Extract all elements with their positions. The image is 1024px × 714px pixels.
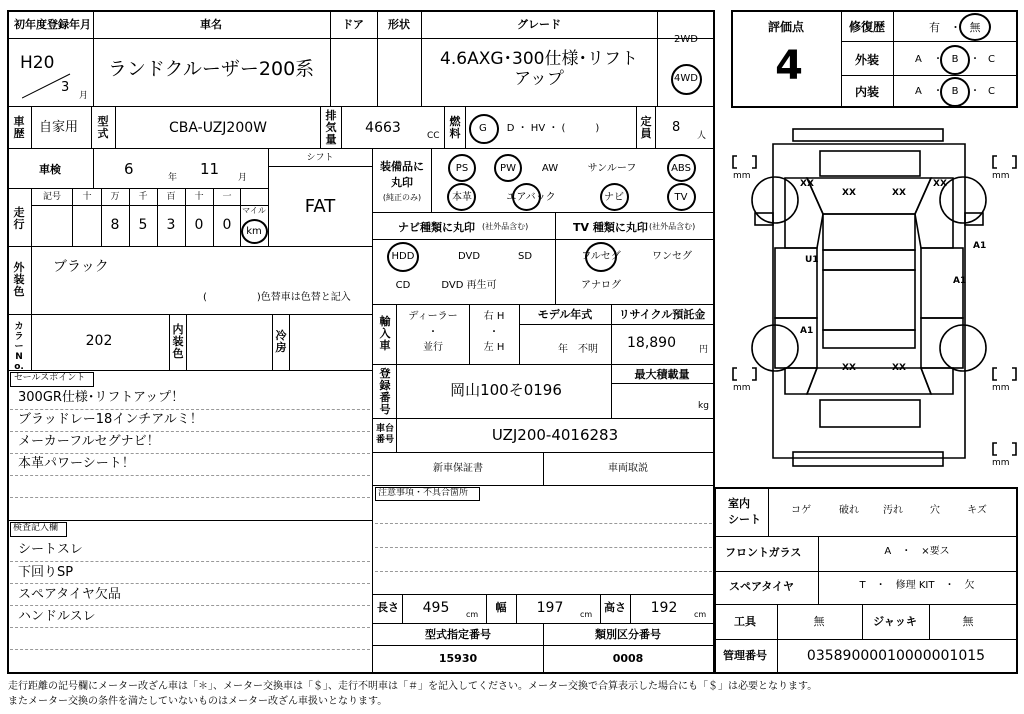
reg-year-value: H20	[20, 53, 55, 73]
inspector-line-1: シートスレ	[18, 542, 83, 557]
diagram-mark-3: XX	[892, 188, 906, 198]
diagram-mark-9: XX	[842, 363, 856, 373]
interior-a: A	[915, 86, 922, 97]
warranty-label: 新車保証書	[433, 463, 483, 474]
mileage-unit-4: 十	[194, 192, 204, 202]
mileage-digit-4: 0	[194, 217, 204, 233]
car-diagram	[725, 118, 1018, 478]
capacity-value: 8	[672, 120, 681, 135]
inspector-line-3: スペアタイヤ欠品	[18, 587, 121, 602]
equipment-label-1: 装備品に	[380, 160, 424, 173]
navi-cd: CD	[395, 280, 411, 291]
spare-tire-label: スペアタイヤ	[729, 580, 795, 593]
reg-month-value: 3	[61, 80, 70, 95]
score-value: 4	[775, 43, 803, 89]
interior-c: C	[988, 86, 995, 97]
width-unit: cm	[580, 610, 593, 619]
sales-label: セールスポイント	[14, 373, 86, 383]
interior-dot2: ・	[970, 86, 980, 97]
diagram-mm-1: mm	[733, 171, 751, 181]
notes-label: 注意事項・不具合箇所	[378, 488, 469, 498]
sheet-burn: コゲ	[791, 505, 811, 516]
grade-value-line1: 4.6AXG･300仕様･リフト	[440, 49, 638, 69]
navi-label: ナビ種類に丸印	[398, 221, 475, 234]
inspector-line-2: 下回りSP	[18, 565, 74, 580]
grade-value-line2: アップ	[514, 69, 564, 89]
history-value: 自家用	[39, 120, 79, 135]
fuel-label: 燃料	[449, 115, 461, 140]
diagram-mm-4: mm	[992, 383, 1010, 393]
length-label: 長さ	[377, 601, 399, 614]
mileage-unit-3: 百	[166, 192, 176, 202]
equip-ps: PS	[455, 163, 469, 174]
width-label: 幅	[495, 601, 507, 614]
diagram-mark-2: XX	[842, 188, 856, 198]
sheet-tear: 破れ	[839, 505, 859, 516]
import-label: 輸入車	[379, 315, 391, 352]
score-label: 評価点	[767, 20, 805, 34]
mileage-digit-5: 0	[222, 217, 232, 233]
navi-dvd-play: DVD 再生可	[441, 280, 497, 291]
inspection-year: 6	[124, 160, 134, 178]
repair-label: 修復歴	[848, 20, 886, 34]
drive-4wd: 4WD	[674, 73, 698, 84]
equip-sunroof: サンルーフ	[587, 163, 637, 174]
capacity-unit: 人	[697, 131, 707, 141]
category-label: 類別区分番号	[595, 628, 661, 641]
model-value: CBA-UZJ200W	[169, 120, 267, 136]
navi-hdd: HDD	[391, 251, 415, 262]
max-load-kg: kg	[698, 401, 709, 411]
mileage-digit-2: 5	[138, 217, 148, 233]
equip-aw: AW	[541, 163, 559, 174]
length-value: 495	[422, 600, 450, 616]
km-label: km	[246, 226, 262, 237]
category-value: 0008	[612, 652, 644, 665]
width-value: 197	[536, 600, 564, 616]
inspection-year-unit: 年	[168, 173, 178, 183]
interior-sheet-label-1: 室内	[728, 497, 750, 510]
diagram-mark-6: U1	[805, 255, 819, 265]
import-parallel: 並行	[423, 342, 443, 353]
car-name-label: 車名	[200, 18, 222, 31]
recycle-unit: 円	[699, 345, 709, 355]
mileage-digit-1: 8	[110, 217, 120, 233]
inspection-label: 車検	[39, 163, 61, 176]
sheet-dirt: 汚れ	[883, 505, 903, 516]
registration-value: 岡山100そ0196	[450, 381, 562, 399]
interior-sheet-label-2: シート	[728, 513, 761, 526]
model-year-label: モデル年式	[537, 308, 593, 321]
mileage-unit-0: 十	[82, 192, 92, 202]
reg-year-label: 初年度登録年月	[14, 18, 91, 31]
diagram-mm-2: mm	[992, 171, 1010, 181]
equip-abs: ABS	[671, 163, 691, 174]
exterior-b: B	[951, 54, 959, 65]
model-year-value: 年 不明	[558, 344, 598, 355]
diagram-mark-4: XX	[933, 179, 947, 189]
main-frame	[7, 10, 715, 674]
interior-b: B	[951, 86, 959, 97]
navi-sd: SD	[517, 251, 533, 262]
tools-value: 無	[813, 615, 825, 628]
import-left: 左 H	[483, 342, 505, 353]
inspector-label: 検査記入欄	[13, 523, 59, 533]
management-value: 03589000010000001015	[806, 648, 986, 664]
tv-oneseg: ワンセグ	[652, 251, 692, 262]
navi-sub: (社外品含む)	[482, 222, 529, 231]
diagram-mark-7: A1	[953, 276, 967, 286]
tv-fullseg: フルセグ	[581, 251, 621, 262]
sales-line-4: 本革パワーシート！	[18, 456, 135, 471]
windshield-label: フロントガラス	[725, 546, 802, 559]
mileage-code-label: 記号	[42, 192, 62, 202]
displacement-value: 4663	[365, 120, 401, 136]
jack-value: 無	[962, 615, 974, 628]
color-value: ブラック	[53, 259, 109, 275]
registration-label: 登録番号	[379, 367, 391, 416]
mile-label: マイル	[242, 206, 266, 215]
door-label: ドア	[342, 18, 364, 31]
exterior-c: C	[988, 54, 995, 65]
management-label: 管理番号	[723, 649, 767, 662]
diagram-mark-10: XX	[892, 363, 906, 373]
color-label: 外装色	[13, 261, 25, 298]
sales-line-3: メーカーフルセグナビ！	[18, 434, 160, 449]
cooler-label: 冷房	[275, 329, 287, 354]
windshield-options: A ・ ×要ス	[884, 546, 950, 557]
exterior-a: A	[915, 54, 922, 65]
height-label: 高さ	[604, 601, 626, 614]
sales-line-1: 300GR仕様･リフトアップ！	[18, 390, 185, 405]
footer-line-2: またメーター交換の条件を満たしていないものはメーター改ざん車扱いとなります。	[8, 696, 388, 707]
mileage-unit-1: 万	[110, 192, 120, 202]
displacement-label: 排気量	[325, 109, 337, 146]
color-no-label: カラーNo.	[14, 322, 24, 372]
inspection-month-unit: 月	[238, 173, 248, 183]
exterior-dot2: ・	[970, 54, 980, 65]
shift-label: シフト	[306, 153, 334, 163]
repair-yes: 有	[929, 21, 940, 34]
mileage-unit-2: 千	[138, 192, 148, 202]
diagram-mm-5: mm	[992, 458, 1010, 468]
color-change-note: ( )色替車は色替と記入	[203, 292, 351, 303]
jack-label: ジャッキ	[873, 615, 917, 628]
mileage-label: 走行	[13, 206, 25, 231]
capacity-label: 定員	[640, 115, 652, 140]
repair-no: 無	[969, 21, 981, 34]
drive-2wd: 2WD	[674, 34, 698, 45]
designation-value: 15930	[438, 652, 478, 665]
tv-analog: アナログ	[581, 280, 621, 291]
history-label: 車歴	[13, 115, 25, 140]
equip-airbag: エアバック	[506, 192, 556, 203]
sheet-scratch: キズ	[967, 505, 987, 516]
equip-pw: PW	[500, 163, 516, 174]
inspection-month: 11	[200, 160, 220, 178]
length-unit: cm	[466, 610, 479, 619]
recycle-label: リサイクル預託金	[618, 308, 706, 321]
max-load-label: 最大積載量	[634, 368, 690, 381]
chassis-label-2: 番号	[376, 435, 395, 445]
import-dot2: ・	[489, 327, 499, 338]
cc-unit: CC	[427, 131, 440, 141]
fuel-options: G D ・ HV ・ ( )	[479, 123, 600, 134]
height-unit: cm	[694, 610, 707, 619]
height-value: 192	[650, 600, 678, 616]
shape-label: 形状	[388, 18, 410, 31]
diagram-mark-1: XX	[800, 179, 814, 189]
reg-month-unit: 月	[79, 91, 89, 101]
sales-line-2: ブラッドレー18インチアルミ！	[18, 412, 203, 427]
interior-color-label: 内装色	[172, 323, 184, 360]
import-dot: ・	[428, 327, 438, 338]
equip-leather: 本革	[452, 192, 472, 203]
repair-dot: ・	[950, 21, 961, 34]
exterior-label: 外装	[854, 53, 880, 67]
diagram-mark-5: A1	[973, 241, 987, 251]
grade-label: グレード	[517, 18, 561, 31]
footer-line-1: 走行距離の記号欄にメーター改ざん車は「＊」、メーター交換車は「＄」、走行不明車は「＃」を記入してください。メーター交換で合算表示した場合にも「＄」は必要となります。	[8, 681, 818, 692]
interior-dot1: ・	[933, 86, 943, 97]
import-dealer: ディーラー	[408, 311, 458, 322]
model-label: 型式	[97, 115, 109, 140]
exterior-dot1: ・	[933, 54, 943, 65]
chassis-value: UZJ200-4016283	[491, 426, 619, 444]
sheet-hole: 穴	[930, 505, 940, 516]
equip-navi: ナビ	[604, 192, 624, 203]
diagram-mm-3: mm	[733, 383, 751, 393]
navi-dvd: DVD	[457, 251, 481, 262]
equipment-label-3: (純正のみ)	[382, 193, 422, 202]
chassis-label-1: 車台	[376, 424, 395, 434]
diagram-mark-8: A1	[800, 326, 814, 336]
color-no-value: 202	[85, 333, 113, 349]
tools-label: 工具	[734, 615, 756, 628]
interior-label: 内装	[854, 85, 880, 99]
manual-label: 車両取説	[608, 463, 648, 474]
equipment-label-2: 丸印	[391, 176, 413, 189]
equip-tv: TV	[674, 192, 688, 203]
mileage-unit-5: 一	[222, 192, 232, 202]
shift-value: FAT	[304, 196, 336, 217]
inspector-line-4: ハンドルスレ	[18, 609, 96, 624]
car-name-value: ランドクルーザー200系	[107, 58, 315, 80]
mileage-digit-3: 3	[166, 217, 176, 233]
tv-label: TV 種類に丸印	[573, 221, 648, 234]
recycle-value: 18,890	[627, 335, 676, 351]
tv-sub: (社外品含む)	[649, 222, 696, 231]
spare-tire-options: T ・ 修理 KIT ・ 欠	[859, 580, 975, 591]
designation-label: 型式指定番号	[425, 628, 491, 641]
import-right: 右 H	[483, 311, 505, 322]
